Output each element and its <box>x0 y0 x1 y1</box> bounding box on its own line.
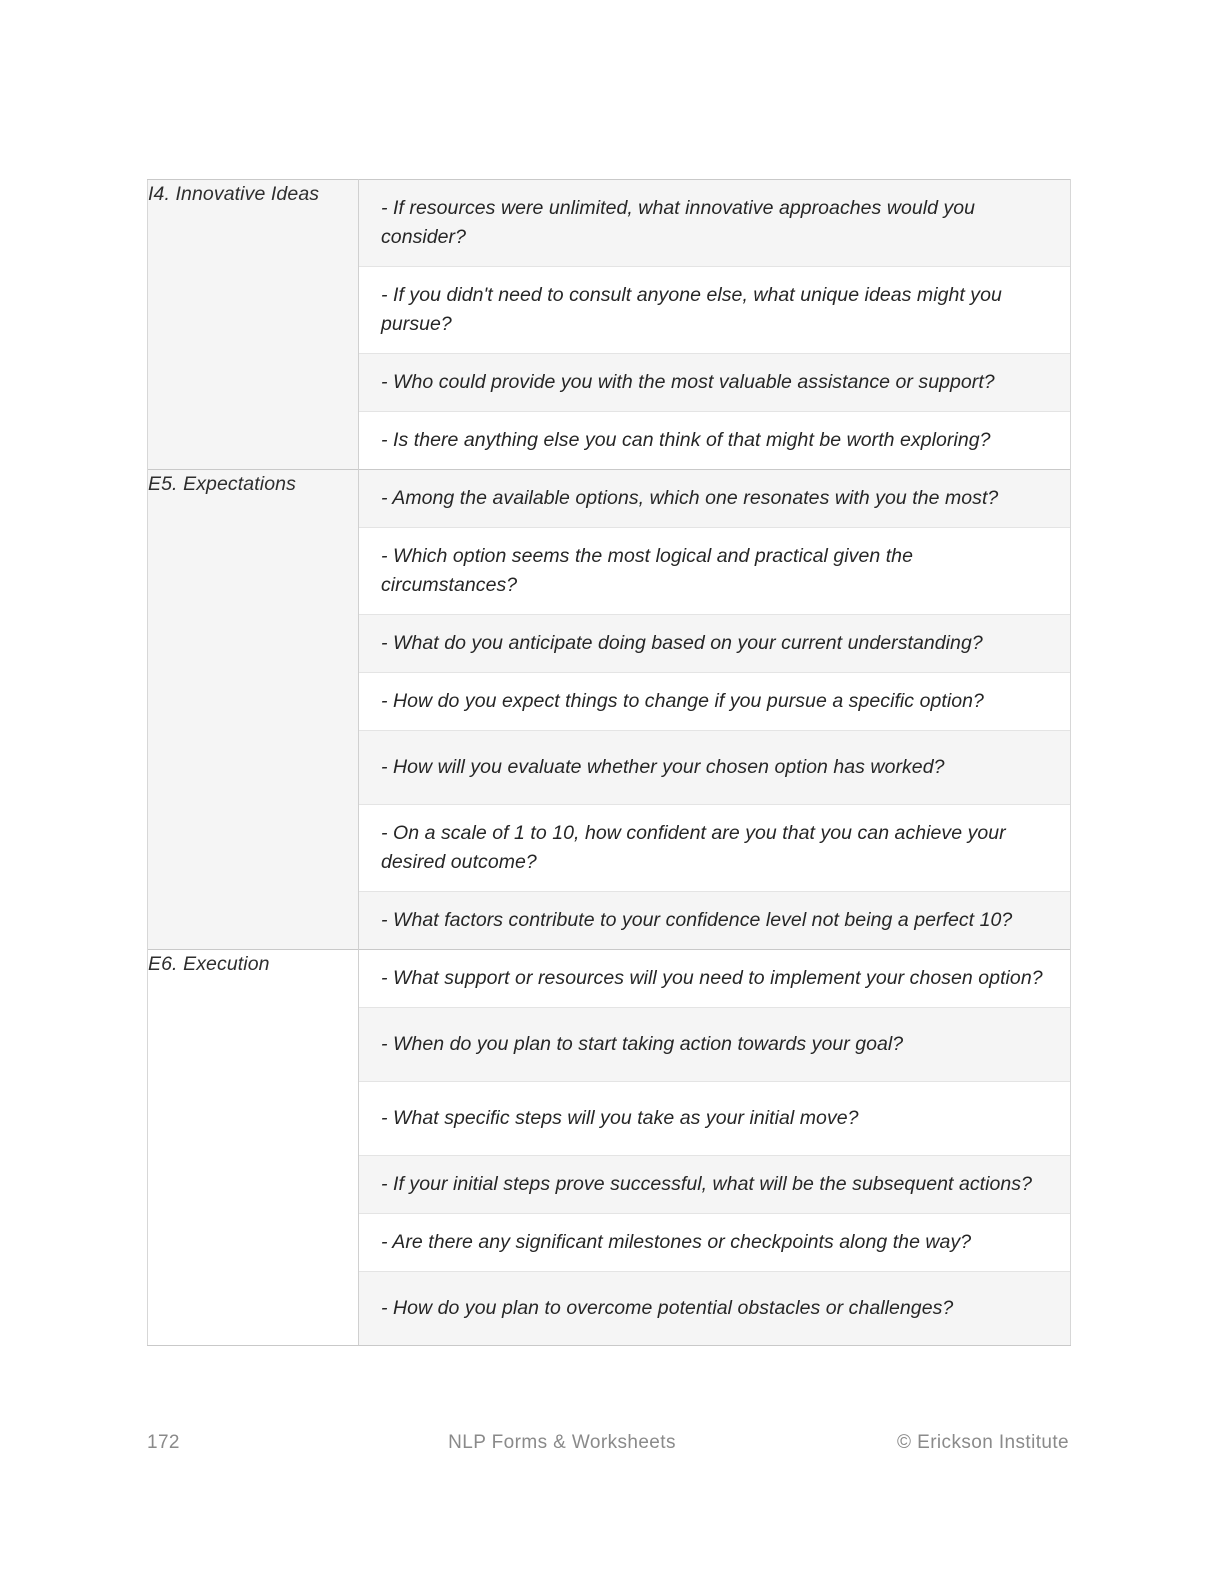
question-item: - Which option seems the most logical and practical given the circumstances? <box>359 528 1070 615</box>
question-item: - What do you anticipate doing based on your current understanding? <box>359 615 1070 673</box>
document-title: NLP Forms & Worksheets <box>448 1432 676 1453</box>
question-item: - Are there any significant milestones or checkpoints along the way? <box>359 1214 1070 1272</box>
question-item: - If your initial steps prove successful, what will be the subsequent actions? <box>359 1156 1070 1214</box>
page-number: 172 <box>147 1432 180 1453</box>
question-list-e5 <box>359 470 1070 949</box>
table-row <box>148 180 1071 470</box>
question-column-e5 <box>359 470 1071 950</box>
question-column-i4 <box>359 180 1071 470</box>
question-item: - When do you plan to start taking action towards your goal? <box>359 1008 1070 1082</box>
table-row <box>148 950 1071 1346</box>
question-item: - On a scale of 1 to 10, how confident are you that you can achieve your desired outcome? <box>359 805 1070 892</box>
category-cell-i4: I4. Innovative Ideas <box>148 180 359 470</box>
question-item: - If resources were unlimited, what innovative approaches would you consider? <box>359 180 1070 267</box>
question-item: - Who could provide you with the most valuable assistance or support? <box>359 354 1070 412</box>
question-item: - What factors contribute to your confidence level not being a perfect 10? <box>359 892 1070 949</box>
question-list-e6 <box>359 950 1070 1345</box>
question-item: - How will you evaluate whether your chosen option has worked? <box>359 731 1070 805</box>
coaching-questions-table <box>147 179 1071 1346</box>
table-row <box>148 470 1071 950</box>
question-column-e6 <box>359 950 1071 1346</box>
question-item: - Is there anything else you can think of that might be worth exploring? <box>359 412 1070 469</box>
question-list-i4 <box>359 180 1070 469</box>
question-item: - How do you expect things to change if you pursue a specific option? <box>359 673 1070 731</box>
question-item: - Among the available options, which one resonates with you the most? <box>359 470 1070 528</box>
question-item: - What specific steps will you take as your initial move? <box>359 1082 1070 1156</box>
category-cell-e5: E5. Expectations <box>148 470 359 950</box>
question-item: - What support or resources will you need to implement your chosen option? <box>359 950 1070 1008</box>
category-cell-e6: E6. Execution <box>148 950 359 1346</box>
copyright-notice: © Erickson Institute <box>897 1432 1069 1453</box>
page-footer <box>147 1432 1069 1460</box>
question-item: - If you didn't need to consult anyone else, what unique ideas might you pursue? <box>359 267 1070 354</box>
question-item: - How do you plan to overcome potential obstacles or challenges? <box>359 1272 1070 1345</box>
table-body <box>148 180 1071 1346</box>
